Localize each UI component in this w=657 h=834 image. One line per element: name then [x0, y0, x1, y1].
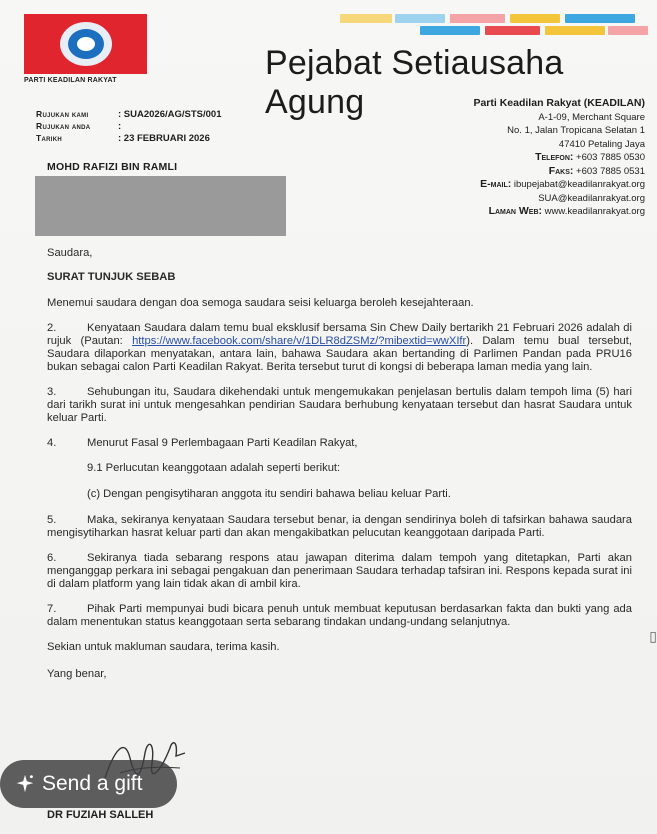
paragraph-4: 4. Menurut Fasal 9 Perlembagaan Parti Keadilan Rakyat,	[47, 437, 358, 449]
address-block: Parti Keadilan Rakyat (KEADILAN) A-1-09, Merchant Square No. 1, Jalan Tropicana Selatan 1 47410 Petaling Jaya Telefon: +603 7885 0530 Faks: +603 7885 0531 E-mail: ibupejabat@keadilanrakyat.org SUA@keadilanrakyat.org Laman Web: www.keadilanrakyat.org	[473, 97, 645, 217]
recipient-name: MOHD RAFIZI BIN RAMLI	[47, 161, 178, 173]
party-logo	[24, 14, 147, 74]
paragraph-6: 6. Sekiranya tiada sebarang respons atau jawapan diterima dalam tempoh yang ditetapkan, Parti akan menganggap perkara ini sebagai pengakuan dan penerimaan Saudara terhadap tafsiran ini. Respons kepada surat ini di dalam platform yang lain tidak akan di ambil kira.	[47, 552, 632, 590]
subject-line: SURAT TUNJUK SEBAB	[47, 271, 176, 283]
letterhead-title: Pejabat Setiausaha Agung	[265, 44, 564, 121]
clause-9-1: 9.1 Perlucutan keanggotaan adalah seperti berikut:	[87, 462, 341, 474]
send-gift-button[interactable]	[0, 760, 177, 808]
edge-fragment-icon: ▯	[649, 628, 657, 644]
paragraph-5: 5. Maka, sekiranya kenyataan Saudara tersebut benar, ia dengan sendirinya boleh di tafsirkan bahawa saudara mengisytiharkan hasrat keluar parti dan akan mengakibatkan pelucutan keanggotaan daripada Parti.	[47, 514, 632, 539]
signoff: Yang benar,	[47, 668, 107, 680]
redacted-address	[35, 176, 286, 236]
clause-9-1-c: (c) Dengan pengisytiharan anggota itu sendiri bahawa beliau keluar Parti.	[87, 488, 451, 500]
signatory-name: DR FUZIAH SALLEH	[47, 809, 154, 821]
facebook-link[interactable]: https://www.facebook.com/share/v/1DLR8dZSMz/?mibextid=wwXIfr	[132, 335, 467, 347]
salutation: Saudara,	[47, 247, 93, 259]
sparkle-icon	[14, 773, 36, 795]
letter-body	[47, 247, 632, 681]
send-gift-label: Send a gift	[42, 772, 143, 795]
logo-caption: PARTI KEADILAN RAKYAT	[24, 77, 117, 84]
paragraph-3: 3. Sehubungan itu, Saudara dikehendaki untuk mengemukakan penjelasan bertulis dalam tempoh lima (5) hari dari tarikh surat ini untuk mengesahkan pendirian Saudara berhubung kenyataan tersebut dan hasrat Saudara untuk keluar Parti.	[47, 386, 632, 424]
reference-block: Rujukan kami : SUA2026/AG/STS/001 Rujukan anda : Tarikh : 23 FEBRUARI 2026	[36, 108, 222, 144]
paragraph-2: 2. Kenyataan Saudara dalam temu bual eksklusif bersama Sin Chew Daily bertarikh 21 Februari 2026 adalah di rujuk (Pautan: https://www.facebook.com/share/v/1DLR8dZSMz/?mibextid=wwXIfr). Dalam temu bual tersebut, Saudara dilaporkan menyatakan, antara lain, bahawa Saudara akan bertanding di Parlimen Pandan pada PRU16 bukan sebagai calon Parti Keadilan Rakyat. Berita tersebut turut di kongsi di beberapa laman media yang lain.	[47, 322, 632, 373]
paragraph-opening: Menemui saudara dengan doa semoga saudara seisi keluarga beroleh kesejahteraan.	[47, 297, 474, 309]
eye-emblem-icon	[60, 22, 112, 66]
closing-line: Sekian untuk makluman saudara, terima kasih.	[47, 641, 280, 653]
paragraph-7: 7. Pihak Parti mempunyai budi bicara penuh untuk membuat keputusan berdasarkan fakta dan bukti yang ada dalam menentukan status keanggotaan serta sebarang tindakan undang-undang selanjutnya.	[47, 603, 632, 628]
